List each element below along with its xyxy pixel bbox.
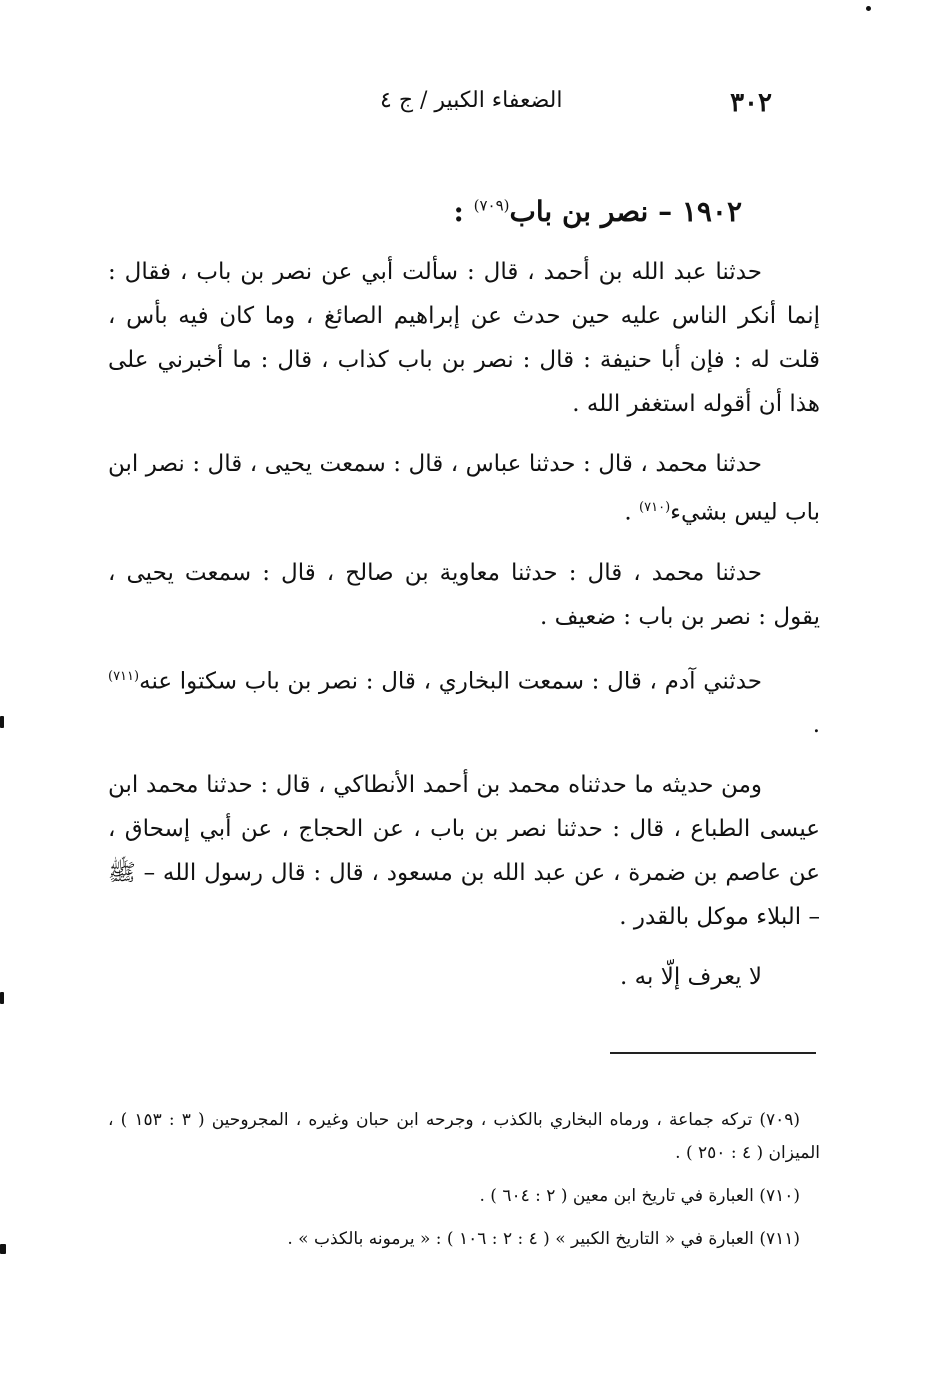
scan-speck	[0, 716, 4, 728]
paragraph	[108, 655, 820, 748]
paragraph-text: ومن حديثه ما حدثناه محمد بن أحمد الأنطاكي ، قال : حدثنا محمد ابن عيسى الطباع ، قال : حدثنا نصر بن باب ، عن الحجاج ، عن أبي إسحاق ، عن عاصم بن ضمرة ، عن عبد الله بن مسعود ، قال : قال رسول الله – ﷺ – البلاء موكل بالقدر .	[108, 772, 820, 931]
footnotes	[108, 1104, 820, 1266]
page-number: ٣٠٢	[730, 88, 772, 118]
paragraph	[108, 442, 820, 535]
footnote-separator	[610, 1052, 816, 1054]
running-title: الضعفاء الكبير / ج ٤	[380, 88, 563, 113]
footnote: (٧١٠) العبارة في تاريخ ابن معين ( ٢ : ٦٠٤ ) .	[479, 1186, 800, 1206]
footnote: (٧١١) العبارة في « التاريخ الكبير » ( ٤ : ٢ : ١٠٦ ) : « يرمونه بالكذب » .	[287, 1229, 800, 1249]
entry-heading	[182, 195, 742, 228]
paragraph	[108, 250, 820, 426]
entry-heading-text: ١٩٠٢ – نصر بن باب	[509, 195, 742, 228]
footnote-ref: (٧١٠)	[639, 500, 671, 515]
paragraph	[108, 955, 820, 999]
paragraph	[108, 763, 820, 939]
scan-speck	[0, 992, 4, 1004]
paragraph-tail: .	[812, 712, 820, 739]
paragraph-tail: .	[624, 499, 640, 526]
paragraph	[108, 551, 820, 639]
footnote-ref: (٧٠٩)	[473, 196, 510, 215]
entry-heading-tail: :	[453, 195, 474, 228]
footnote-ref: (٧١١)	[108, 668, 140, 684]
paragraph-text: حدثنا عبد الله بن أحمد ، قال : سألت أبي عن نصر بن باب ، فقال : إنما أنكر الناس عليه حين حدث عن إبراهيم الصائغ ، وما كان فيه بأس ، قلت له : فإن أبا حنيفة : قال : نصر بن باب كذاب ، قال : ما أخبرني على هذا أن أقوله استغفر الله .	[108, 259, 820, 417]
footnote: (٧٠٩) تركه جماعة ، ورماه البخاري بالكذب ، وجرحه ابن حبان وغيره ، المجروحين ( ٣ : ١٥٣ ) ، الميزان ( ٤ : ٢٥٠ ) .	[108, 1110, 820, 1163]
scan-speck	[866, 6, 871, 11]
body-text	[108, 250, 820, 1015]
paragraph-text: حدثني آدم ، قال : سمعت البخاري ، قال : نصر بن باب سكتوا عنه	[139, 668, 762, 695]
paragraph-text: حدثنا محمد ، قال : حدثنا عباس ، قال : سمعت يحيى ، قال : نصر ابن باب ليس بشيء	[108, 451, 820, 526]
page-header	[120, 84, 772, 124]
paragraph-text: حدثنا محمد ، قال : حدثنا معاوية بن صالح ، قال : سمعت يحيى ، يقول : نصر بن باب : ضعيف .	[108, 559, 820, 630]
paragraph-text: لا يعرف إلّا به .	[620, 964, 762, 991]
scan-speck	[0, 1244, 6, 1254]
